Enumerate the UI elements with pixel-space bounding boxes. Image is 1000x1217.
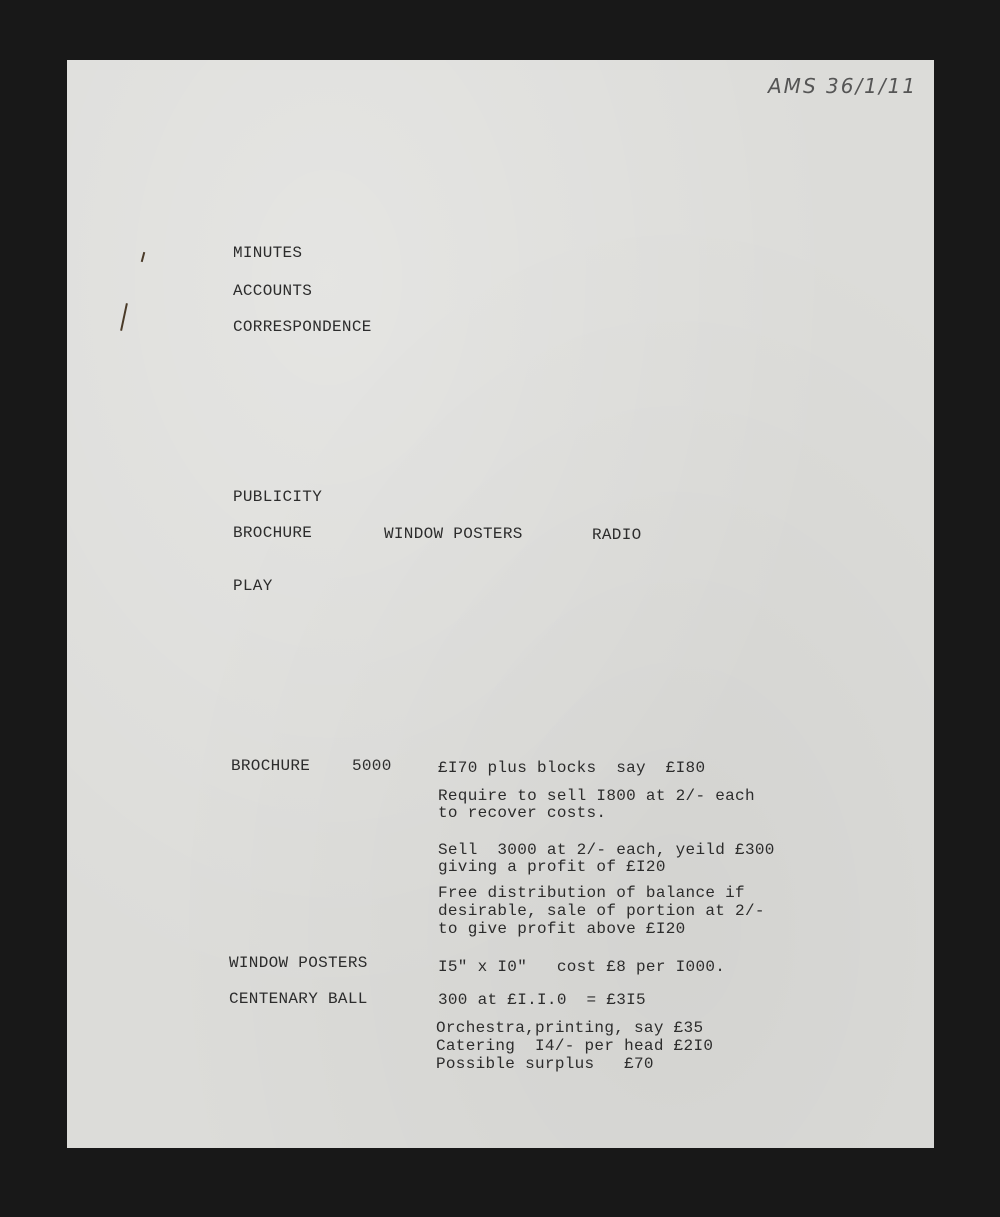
brochure-line: Require to sell I800 at 2/- each: [438, 787, 755, 805]
window-posters-label: WINDOW POSTERS: [229, 954, 368, 972]
paper-sheet: [67, 60, 934, 1148]
brochure-line: to give profit above £I20: [438, 920, 686, 938]
publicity-item-brochure: BROCHURE: [233, 524, 313, 542]
index-accounts: ACCOUNTS: [233, 282, 313, 300]
brochure-line: £I70 plus blocks say £I80: [438, 759, 706, 777]
play-label: PLAY: [233, 577, 273, 595]
archive-reference: AMS 36/1/11: [768, 74, 918, 98]
centenary-ball-label: CENTENARY BALL: [229, 990, 368, 1008]
publicity-item-window-posters: WINDOW POSTERS: [384, 525, 523, 543]
centenary-ball-line: Possible surplus £70: [436, 1055, 654, 1073]
window-posters-detail: I5" x I0" cost £8 per I000.: [438, 958, 726, 976]
centenary-ball-line: Catering I4/- per head £2I0: [436, 1037, 714, 1055]
brochure-line: Sell 3000 at 2/- each, yeild £300: [438, 841, 775, 859]
index-correspondence: CORRESPONDENCE: [233, 318, 372, 336]
brochure-label: BROCHURE: [231, 757, 311, 775]
publicity-item-radio: RADIO: [592, 526, 642, 544]
publicity-heading: PUBLICITY: [233, 488, 323, 506]
brochure-line: giving a profit of £I20: [438, 858, 666, 876]
index-minutes: MINUTES: [233, 244, 303, 262]
centenary-ball-line: 300 at £I.I.0 = £3I5: [438, 991, 646, 1009]
brochure-line: desirable, sale of portion at 2/-: [438, 902, 765, 920]
brochure-line: Free distribution of balance if: [438, 884, 745, 902]
brochure-quantity: 5000: [352, 757, 392, 775]
centenary-ball-line: Orchestra,printing, say £35: [436, 1019, 704, 1037]
brochure-line: to recover costs.: [438, 804, 607, 822]
